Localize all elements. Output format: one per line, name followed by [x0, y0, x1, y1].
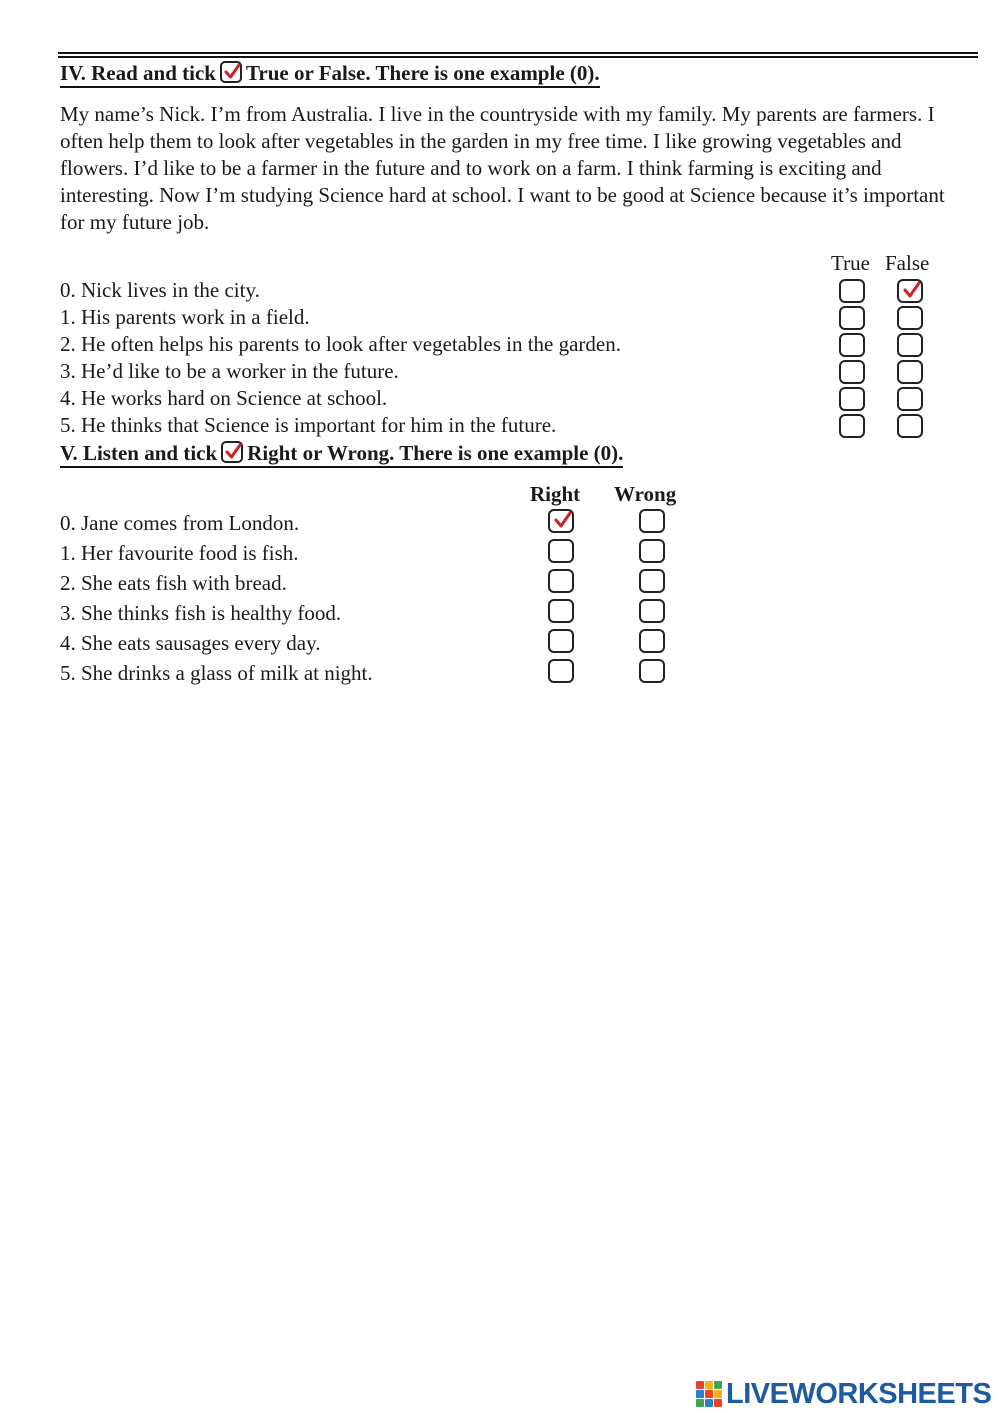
- section-4-heading-prefix: IV. Read and tick: [60, 61, 216, 85]
- col-right-header: Right: [530, 482, 581, 506]
- false-checkbox-2[interactable]: [897, 333, 923, 357]
- reading-passage: My name’s Nick. I’m from Australia. I live in the countryside with my family. My parents are farmers. I often help them to look after vegetables in the garden in my free time. I like growing vegetables and flowers. I’d like to be a farmer in the future and to work on a farm. I think farming is exciting and interesting. Now I’m studying Science hard at school. I want to be good at Science because it’s important for my future job.: [60, 102, 945, 234]
- section-5-heading-prefix: V. Listen and tick: [60, 441, 218, 465]
- section-4-heading-suffix: True or False. There is one example (0).: [245, 61, 600, 85]
- question-4-4: 4. He works hard on Science at school.: [60, 386, 388, 410]
- wrong-checkbox-0[interactable]: [639, 509, 665, 533]
- question-4-0: 0. Nick lives in the city.: [60, 278, 260, 302]
- false-checkbox-4[interactable]: [897, 387, 923, 411]
- checked-box-icon: [220, 61, 242, 83]
- checked-box-icon: [221, 441, 243, 463]
- question-4-2: 2. He often helps his parents to look after vegetables in the garden.: [60, 332, 621, 356]
- right-checkbox-3[interactable]: [548, 599, 574, 623]
- question-5-3: 3. She thinks fish is healthy food.: [60, 601, 342, 625]
- right-checkbox-4[interactable]: [548, 629, 574, 653]
- false-checkbox-3[interactable]: [897, 360, 923, 384]
- logo-grid-icon: [696, 1381, 722, 1407]
- section-5-heading-suffix: Right or Wrong. There is one example (0).: [247, 441, 624, 465]
- logo-text: LIVEWORKSHEETS: [726, 1377, 992, 1410]
- section-5-heading: [60, 441, 623, 466]
- false-checkbox-5[interactable]: [897, 414, 923, 438]
- wrong-checkbox-2[interactable]: [639, 569, 665, 593]
- true-checkbox-2[interactable]: [839, 333, 865, 357]
- question-5-2: 2. She eats fish with bread.: [60, 571, 287, 595]
- true-checkbox-0[interactable]: [839, 279, 865, 303]
- col-wrong-header: Wrong: [614, 482, 677, 506]
- question-5-5: 5. She drinks a glass of milk at night.: [60, 661, 373, 685]
- question-4-5: 5. He thinks that Science is important for him in the future.: [60, 413, 557, 437]
- section-4-heading: [60, 61, 600, 86]
- wrong-checkbox-4[interactable]: [639, 629, 665, 653]
- right-checkbox-2[interactable]: [548, 569, 574, 593]
- false-checkbox-0[interactable]: [897, 279, 923, 303]
- col-true-header: True: [831, 251, 870, 275]
- true-checkbox-5[interactable]: [839, 414, 865, 438]
- question-5-0: 0. Jane comes from London.: [60, 511, 300, 535]
- liveworksheets-logo: [696, 1378, 991, 1410]
- question-5-4: 4. She eats sausages every day.: [60, 631, 321, 655]
- right-checkbox-1[interactable]: [548, 539, 574, 563]
- top-rule-2: [58, 56, 978, 58]
- wrong-checkbox-3[interactable]: [639, 599, 665, 623]
- right-checkbox-5[interactable]: [548, 659, 574, 683]
- question-5-1: 1. Her favourite food is fish.: [60, 541, 299, 565]
- wrong-checkbox-1[interactable]: [639, 539, 665, 563]
- question-4-3: 3. He’d like to be a worker in the future.: [60, 359, 399, 383]
- true-checkbox-4[interactable]: [839, 387, 865, 411]
- true-checkbox-3[interactable]: [839, 360, 865, 384]
- col-false-header: False: [885, 251, 930, 275]
- question-4-1: 1. His parents work in a field.: [60, 305, 310, 329]
- right-checkbox-0[interactable]: [548, 509, 574, 533]
- checkmark-icon: [901, 279, 923, 301]
- true-checkbox-1[interactable]: [839, 306, 865, 330]
- top-rule: [58, 52, 978, 54]
- wrong-checkbox-5[interactable]: [639, 659, 665, 683]
- false-checkbox-1[interactable]: [897, 306, 923, 330]
- checkmark-icon: [552, 509, 574, 531]
